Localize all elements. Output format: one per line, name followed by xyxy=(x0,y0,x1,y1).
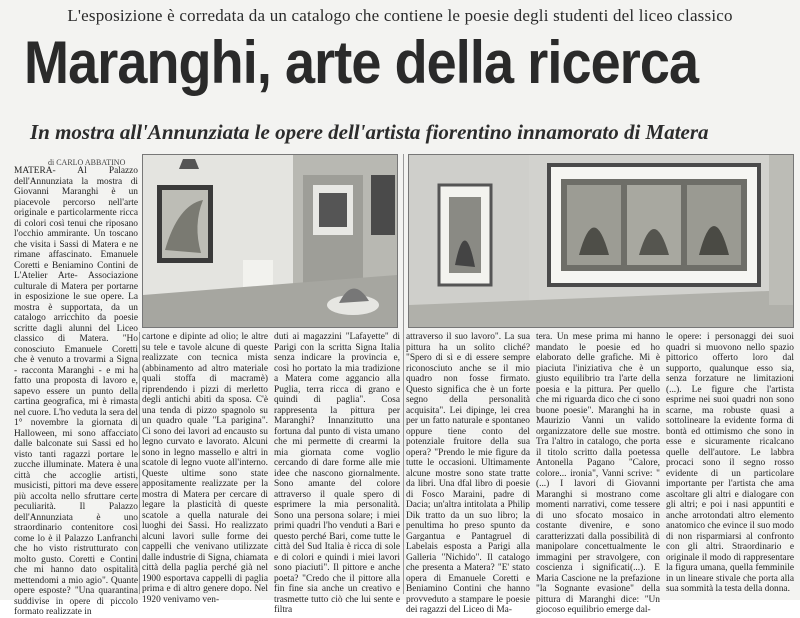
column-text: tera. Un mese prima mi hanno mandato le poesie ed ho elaborato delle grafiche. Mi è piaciuta l'iniziativa che è un giusto equilibrio tra l'arte della poesia e la pittura. Per quello che mi riguarda dico che ci sono buone poesie". Maranghi ha in Maurizio Vanni un valido organizzatore delle sue mostre. Tra l'altro in catalogo, che porta il titolo scritto dalla poetessa Antonella Pagano "Calore, colore... ironia", Vanni scrive: " (...) I lavori di Giovanni Maranghi si mostrano come momenti narrativi, come tessere di uno sfocato mosaico in costante divenire, e sono caratterizzati dalla possibilità di manipolare concettualmente le immagini per stravolgere, con coscienza i significati(...). E Maria Cascione ne la prefazione "la Sognante evasione" della pittura di Maranghi dice: "Un giocoso equilibrio emerge dal- xyxy=(536,332,660,615)
column-rule xyxy=(403,154,404,594)
gallery-room-image xyxy=(143,155,397,327)
column-text: le opere: i personaggi dei suoi quadri si muovono nello spazio pittorico offerto loro dal supporto, qualunque esso sia, senza forzature ne limitazioni (...). Le figure che l'artista esprime nei suoi quadri non sono scarne, ma robuste quasi a sottolineare la evidente forma di bontà ed ottimismo che sono in esse e sicuramente ricalcano quelle dell'autore. Le labbra procaci sono il segno rosso evidente di un particolare importante per l'artista che ama ascoltare gli altri e dialogare con gli altri; e poi i nasi appuntiti e anche arrotondati altro elemento anatomico che evince il suo modo di non risparmiarsi al confronto con gli altri. Straordinario e originale il modo di rappresentare la figura umana, quella femminile in un lineare stivale che porta alla sua sommità la testa della donna. xyxy=(666,332,794,594)
gallery-room-photo xyxy=(142,154,398,328)
column-rule xyxy=(139,332,140,594)
article-column-6 xyxy=(666,332,794,596)
article-column-1 xyxy=(14,166,138,617)
article-column-2 xyxy=(142,332,268,605)
column-text: cartone e dipinte ad olio; le altre su tele e tavole alcune di queste realizzate con tecnica mista (abbinamento ad altro materiale quali stoffa di macramè) riprendendo i pizzi di merletto degli antichi abiti da sposa. C'è una tenda di pizzo spagnolo su un quadro quale "La parigina". Ci sono dei lavori ad encausto su legno curvato e lavorato. Alcuni sono in legno massello e altri in scatole di legno vuote all'interno. Queste ultime sono state appositamente realizzate per la mostra di Matera per cercare di legare la plasticità di queste scatole a quella naturale dei luoghi dei Sassi. Ho realizzato alcuni lavori sulle forme dei cappelli che venivano utilizzate dalle industrie di Signa, chiamata città della paglia perché già nel 1900 esportava cappelli di paglia prima e di altro genere dopo. Nel 1920 venivamo ven- xyxy=(142,332,268,605)
column-text: attraverso il suo lavoro". La sua pittura ha un solito cliché? "Spero di sì e di essere sempre riconosciuto anche se il mio quadro non fosse firmato. Questo significa che è un forte segno della personalità acquisita". Lei dipinge, lei crea per un fatto naturale e spontaneo oppure tiene conto del potenziale fruitore della sua opera? "Prendo le mie figure da tutte le occasioni. Ultimamente alcune mostre sono state tratte da libri. Una dfal libro di poesie di Fosco Maraini, padre di Dacia; un'altra intitolata a Philip Dik tratto da un suo libro; la penultima ho preso spunto da Gargantua e Pantagruel di Labelais esposta a Parigi alla Galleria "Nichido". Il catalogo che presenta a Matera? "E' stato opera di Emanuele Coretti e Beniamino Contini che hanno provveduto a stampare le poesie dei ragazzi del Liceo di Ma- xyxy=(406,332,530,615)
kicker-line: L'esposizione è corredata da un catalogo che contiene le poesie degli studenti del liceo classico xyxy=(67,6,733,25)
article-column-3 xyxy=(274,332,400,615)
column-text: duti ai magazzini "Lafayette" di Parigi con la scritta Signa Italia senza indicare la provincia e, così ho portato la mia tradizione a Matera come aggancio alla Puglia, terra ricca di grano e quindi di paglia". Cosa rappresenta la pittura per Maranghi? Innanzitutto una fortuna dal punto di vista umano che mi permette di crearmi la mia giornata come voglio cercando di dare forme alle mie idee che nascono giornalmente. Sono amante del colore attraverso il quale spero di esprimere la mia personalità. Sono una persona solare; i miei primi quadri l'ho venduti a Bari e questo perché Bari, come tutte le città del Sud Italia è ricca di sole e di colori e quindi i miei lavori sono piaciuti". Il pittore e anche poeta? "Credo che il pittore alla fin fine sia anche un creativo e trasmette tutto ciò che lui sente e filtra xyxy=(274,332,400,615)
subheadline: In mostra all'Annunziata le opere dell'artista fiorentino innamorato di Matera xyxy=(30,120,709,144)
byline: di CARLO ABBATINO xyxy=(48,158,126,167)
framed-artworks-photo xyxy=(408,154,794,328)
framed-artworks-image xyxy=(409,155,793,327)
headline: Maranghi, arte della ricerca xyxy=(24,29,699,96)
article-column-4 xyxy=(406,332,530,615)
column-text: MATERA- Al Palazzo dell'Annunziata la mostra di Giovanni Maranghi è un piacevole percorso nell'arte originale e particolarmente ricca di colori così tenui che riposano l'occhio ammirante. Un toscano che visita i Sassi di Matera e ne rimane affascinato. Emanuele Coretti e Beniamino Contini de L'Atelier Arte- Associazione culturale di Matera per portarne in esposizione le sue opere. La mostra è supportata, da un catalogo arricchito da poesie scritte dagli alunni del Liceo classico di Matera. "Ho conosciuto Emanuele Coretti che è venuto a trovarmi a Signa - racconta Maranghi - e mi ha fatto una proposta di lavoro e, sapevo essere un punto della cartina geografica, mi è rimasta nel cuore. L'ho veduta la sera del 1° novembre la giornata di Halloween, mi sono affacciato dalle balconate sui Sassi ed ho visto tanti ragazzi portare le zucche illuminate. Matera è una città che accoglie artisti, musicisti, pittori ma deve essere più accolta nello sfruttare certe peculiarità. Il Palazzo dell'Annunziata è uno straordinario contenitore così come lo è il Palazzo Lanfranchi che ho visto ristrutturato con molto gusto. Coretti e Contini che mi hanno dato ospitalità mettendomi a mio agio". Quante opere esposte? "Una quarantina suddivise in opere di piccolo formato realizzate in xyxy=(14,166,138,617)
article-column-5 xyxy=(536,332,660,615)
